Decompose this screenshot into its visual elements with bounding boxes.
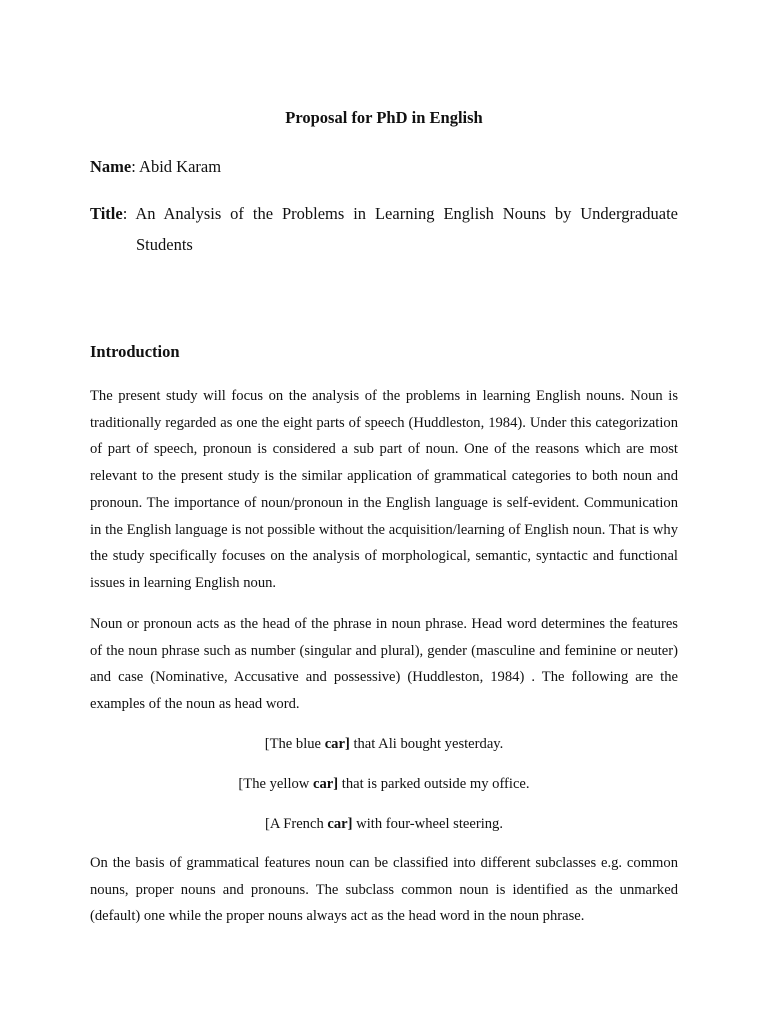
intro-paragraph-1: The present study will focus on the analysis of the problems in learning English nouns. Noun is traditionally regarded as one the eight parts of speech (Huddleston, 1984). Under this categorization of part of speech, pronoun is considered a sub part of noun. One of the reasons which are most relevant to the present study is the similar application of grammatical categories to both noun and pronoun. The importance of noun/pronoun in the English language is self-evident. Communication in the English language is not possible without the acquisition/learning of English noun. That is why the study specifically focuses on the analysis of morphological, semantic, syntactic and functional issues in learning English noun. <box>90 388 678 591</box>
title-line: Title: An Analysis of the Problems in Learning English Nouns by Undergraduate <box>90 204 678 223</box>
author-name: Abid Karam <box>139 157 222 176</box>
document-title: Proposal for PhD in English <box>285 108 483 127</box>
proposal-title-line1: An Analysis of the Problems in Learning English Nouns by Undergraduate <box>135 204 678 223</box>
intro-paragraph-2: Noun or pronoun acts as the head of the phrase in noun phrase. Head word determines the features of the noun phrase such as number (singular and plural), gender (masculine and feminine or neuter) and case (Nominative, Accusative and possessive) (Huddleston, 1984) . The following are the examples of the noun as head word. <box>90 616 678 713</box>
name-label: Name <box>90 157 132 176</box>
example-sentence: [A French car] with four-wheel steering. <box>264 816 503 832</box>
section-heading-introduction: Introduction <box>90 342 180 361</box>
title-label: Title <box>90 204 123 223</box>
intro-paragraph-3: On the basis of grammatical features noun can be classified into different subclasses e.g. common nouns, proper nouns and pronouns. The subclass common noun is identified as the unmarked (default) one while the proper nouns always act as the head word in the noun phrase. <box>90 855 678 925</box>
head-word: car] <box>324 736 350 752</box>
head-word: car] <box>313 776 339 792</box>
head-word: car] <box>327 816 353 832</box>
example-sentence: [The blue car] that Ali bought yesterday. <box>264 736 504 752</box>
author-line: Name: Abid Karam <box>90 157 222 176</box>
proposal-title-line2: Students <box>136 235 193 254</box>
example-sentence: [The yellow car] that is parked outside my office. <box>238 776 530 792</box>
